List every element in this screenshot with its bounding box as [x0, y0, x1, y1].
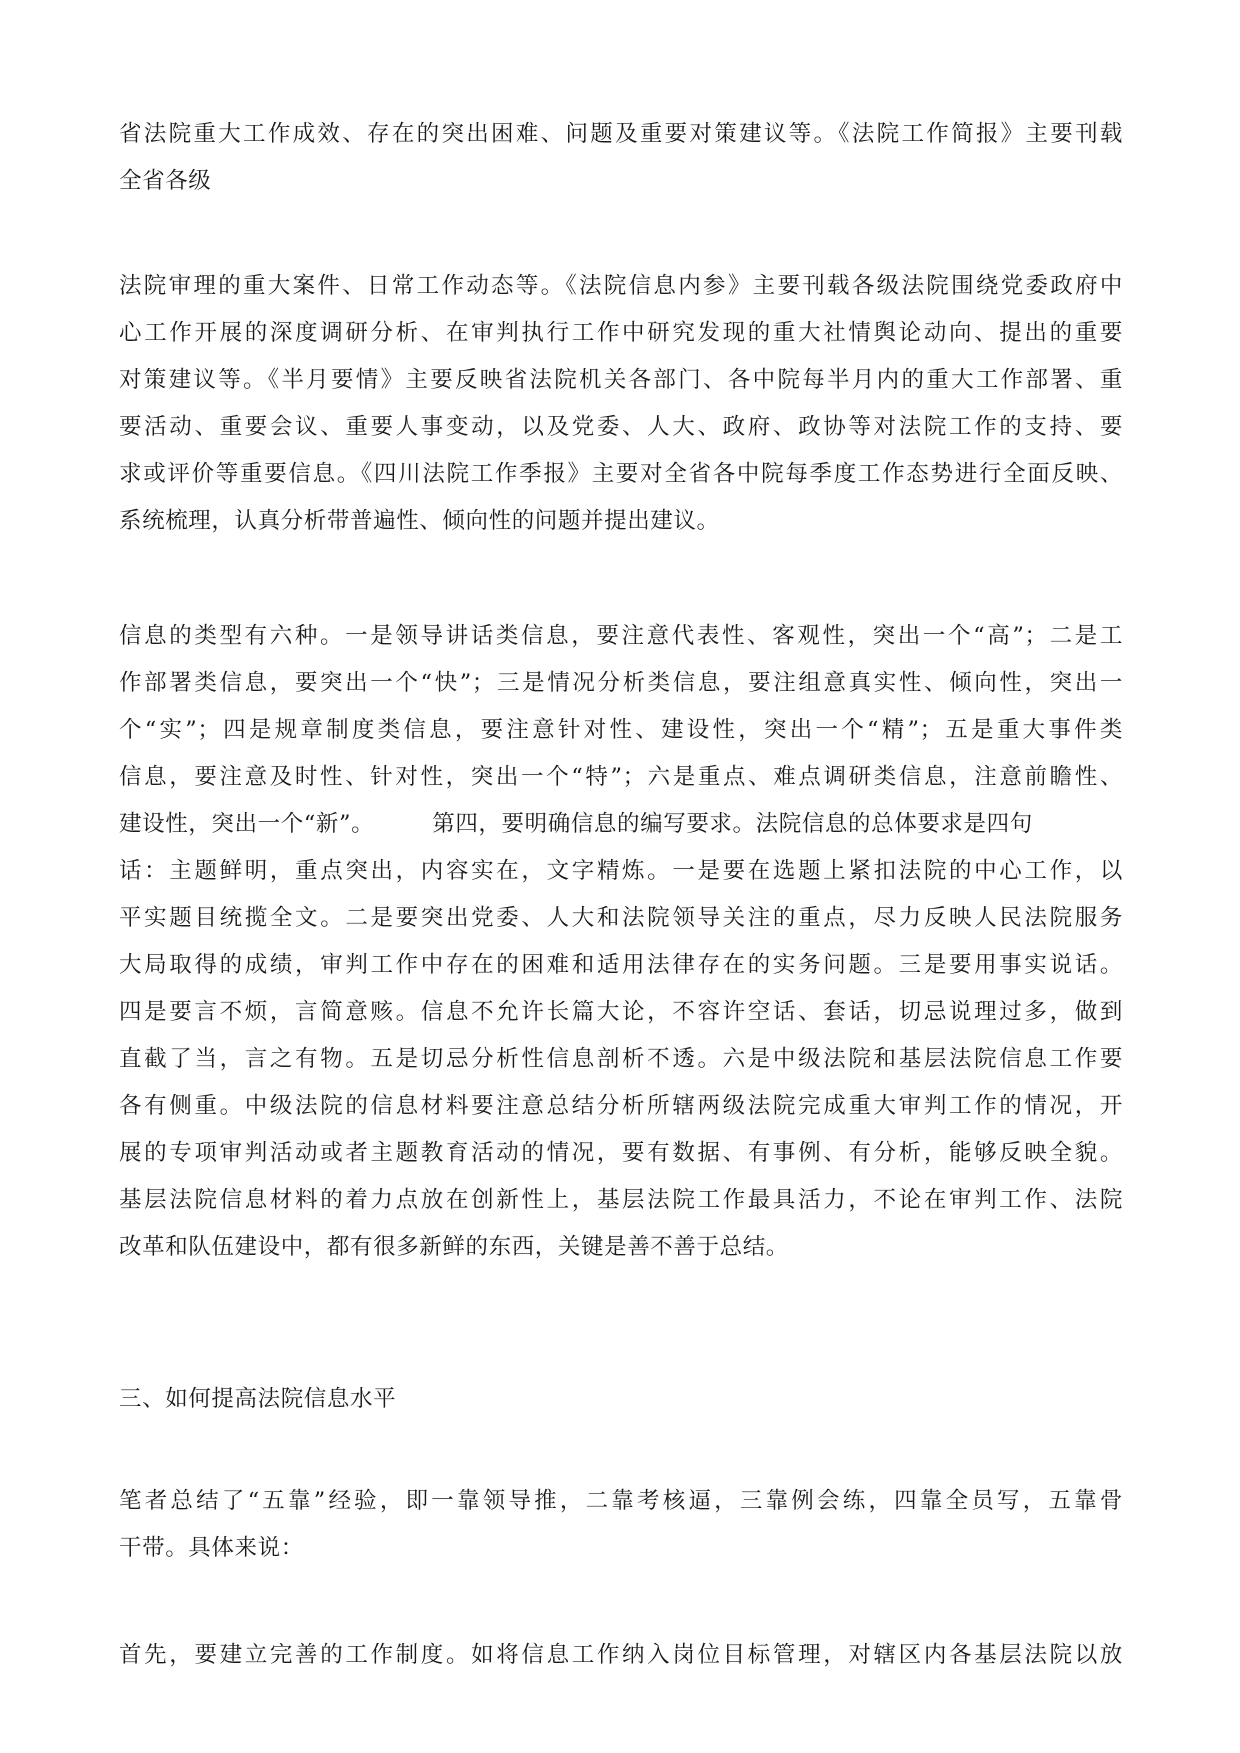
text-line: 要活动、重要会议、重要人事变动，以及党委、人大、政府、政协等对法院工作的支持、要 [119, 414, 1123, 440]
text-line: 大局取得的成绩，审判工作中存在的困难和适用法律存在的实务问题。三是要用事实说话。 [119, 952, 1123, 978]
text-line: 全省各级 [119, 168, 212, 194]
paragraph-2 [119, 263, 1123, 545]
text-line: 平实题目统揽全文。二是要突出党委、人大和法院领导关注的重点，尽力反映人民法院服务 [119, 905, 1123, 931]
text-line: 首先，要建立完善的工作制度。如将信息工作纳入岗位目标管理，对辖区内各基层法院以放 [119, 1642, 1123, 1668]
text-line: 话：主题鲜明，重点突出，内容实在，文字精炼。一是要在选题上紧扣法院的中心工作，以 [119, 858, 1123, 884]
text-line: 求或评价等重要信息。《四川法院工作季报》主要对全省各中院每季度工作态势进行全面反映、 [119, 461, 1123, 487]
text-line [119, 801, 1123, 848]
text-fragment: 第四，要明确信息的编写要求。法院信息的总体要求是四句 [432, 811, 1033, 837]
text-line: 直截了当，言之有物。五是切忌分析性信息剖析不透。六是中级法院和基层法院信息工作要 [119, 1046, 1123, 1072]
text-line: 干带。具体来说： [119, 1535, 304, 1561]
text-line: 各有侧重。中级法院的信息材料要注意总结分析所辖两级法院完成重大审判工作的情况，开 [119, 1093, 1123, 1119]
paragraph-6 [119, 1632, 1123, 1679]
text-line: 三、如何提高法院信息水平 [119, 1386, 397, 1412]
text-line: 法院审理的重大案件、日常工作动态等。《法院信息内参》主要刊载各级法院围绕党委政府中 [119, 273, 1123, 299]
paragraph-3 [119, 613, 1123, 1271]
text-fragment: 建设性，突出一个“新”。 [119, 811, 375, 837]
paragraph-1 [119, 111, 1123, 205]
paragraph-5 [119, 1478, 1123, 1572]
text-line: 四是要言不烦，言简意赅。信息不允许长篇大论，不容许空话、套话，切忌说理过多，做到 [119, 999, 1123, 1025]
text-line: 基层法院信息材料的着力点放在创新性上，基层法院工作最具活力，不论在审判工作、法院 [119, 1187, 1123, 1213]
text-line: 省法院重大工作成效、存在的突出困难、问题及重要对策建议等。《法院工作简报》主要刊载 [119, 121, 1123, 147]
text-line: 展的专项审判活动或者主题教育活动的情况，要有数据、有事例、有分析，能够反映全貌。 [119, 1140, 1123, 1166]
section-heading [119, 1376, 1123, 1423]
text-line: 心工作开展的深度调研分析、在审判执行工作中研究发现的重大社情舆论动向、提出的重要 [119, 320, 1123, 346]
text-line: 个“实”；四是规章制度类信息，要注意针对性、建设性，突出一个“精”；五是重大事件类 [119, 717, 1123, 743]
text-line: 对策建议等。《半月要情》主要反映省法院机关各部门、各中院每半月内的重大工作部署、重 [119, 367, 1123, 393]
text-line: 信息，要注意及时性、针对性，突出一个“特”；六是重点、难点调研类信息，注意前瞻性、 [119, 764, 1123, 790]
text-line: 笔者总结了“五靠”经验，即一靠领导推，二靠考核逼，三靠例会练，四靠全员写，五靠骨 [119, 1488, 1123, 1514]
text-line: 系统梳理，认真分析带普遍性、倾向性的问题并提出建议。 [119, 508, 720, 534]
text-line: 作部署类信息，要突出一个“快”；三是情况分析类信息，要注组意真实性、倾向性，突出一 [119, 670, 1123, 696]
text-line: 信息的类型有六种。一是领导讲话类信息，要注意代表性、客观性，突出一个“高”；二是工 [119, 623, 1123, 649]
text-line: 改革和队伍建设中，都有很多新鲜的东西，关键是善不善于总结。 [119, 1234, 789, 1260]
